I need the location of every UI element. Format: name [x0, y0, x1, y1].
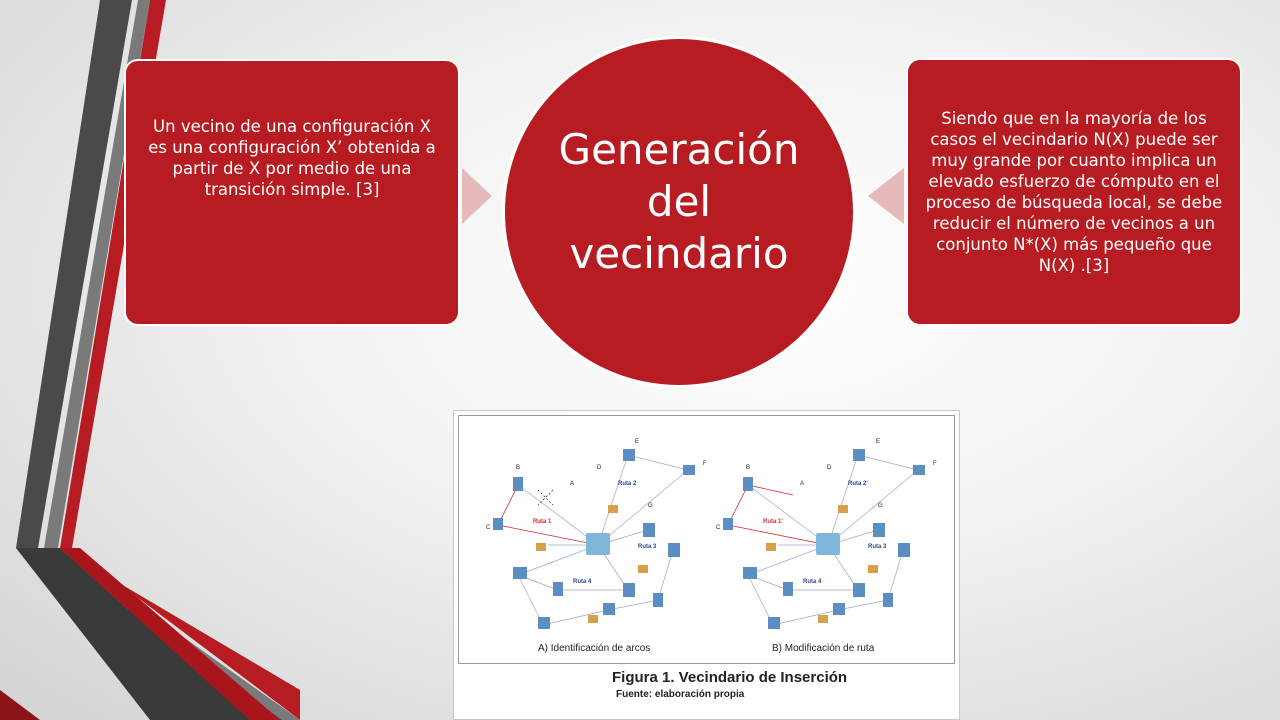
svg-text:A: A: [570, 481, 575, 487]
svg-text:Ruta 4: Ruta 4: [573, 579, 592, 585]
definition-box: [124, 59, 460, 326]
svg-text:D: D: [597, 465, 602, 471]
svg-text:A: A: [800, 481, 805, 487]
svg-text:G: G: [878, 503, 883, 509]
svg-text:Ruta 4: Ruta 4: [803, 579, 822, 585]
panel-a-network: [486, 439, 707, 629]
svg-text:E: E: [876, 439, 881, 445]
svg-text:Ruta 1': Ruta 1': [763, 519, 783, 525]
svg-text:Ruta 2: Ruta 2: [618, 481, 637, 487]
explanation-text: Siendo que en la mayoría de los casos el vecindario N(X) puede ser muy grande por cuanto implica un elevado esfuerzo de cómputo en el proceso de búsqueda local, se debe reducir el número de vecinos a un conjunto N*(X) más pequeño que N(X) .[3]: [925, 109, 1223, 275]
figure-title: Figura 1. Vecindario de Inserción: [612, 669, 848, 686]
central-concept-circle: [502, 36, 856, 388]
svg-text:Ruta 2': Ruta 2': [848, 481, 868, 487]
figure-illustration: [458, 415, 955, 664]
figure-source: Fuente: elaboración propia: [616, 689, 745, 700]
svg-text:Ruta 1: Ruta 1: [533, 519, 552, 525]
definition-text: Un vecino de una configuración X es una configuración X’ obtenida a partir de X por medio de una transición simple. [3]: [148, 116, 436, 199]
svg-text:G: G: [648, 503, 653, 509]
svg-text:D: D: [827, 465, 832, 471]
svg-text:B: B: [516, 465, 521, 471]
neighborhood-figure: [453, 410, 960, 720]
svg-text:C: C: [486, 525, 491, 531]
svg-text:Ruta 3: Ruta 3: [638, 544, 657, 550]
svg-text:F: F: [933, 461, 937, 467]
svg-text:C: C: [716, 525, 721, 531]
arrow-left-to-center: [458, 168, 494, 224]
svg-text:Ruta 3: Ruta 3: [868, 544, 887, 550]
svg-text:F: F: [703, 461, 707, 467]
explanation-box: [906, 58, 1242, 326]
panel-b-caption: B) Modificación de ruta: [772, 643, 875, 654]
svg-text:E: E: [635, 439, 640, 445]
panel-a-caption: A) Identificación de arcos: [538, 643, 651, 654]
central-concept-title: Generación del vecindario: [558, 125, 800, 278]
arrow-right-to-center: [866, 168, 906, 224]
svg-text:B: B: [746, 465, 751, 471]
panel-b-network: [716, 439, 937, 629]
